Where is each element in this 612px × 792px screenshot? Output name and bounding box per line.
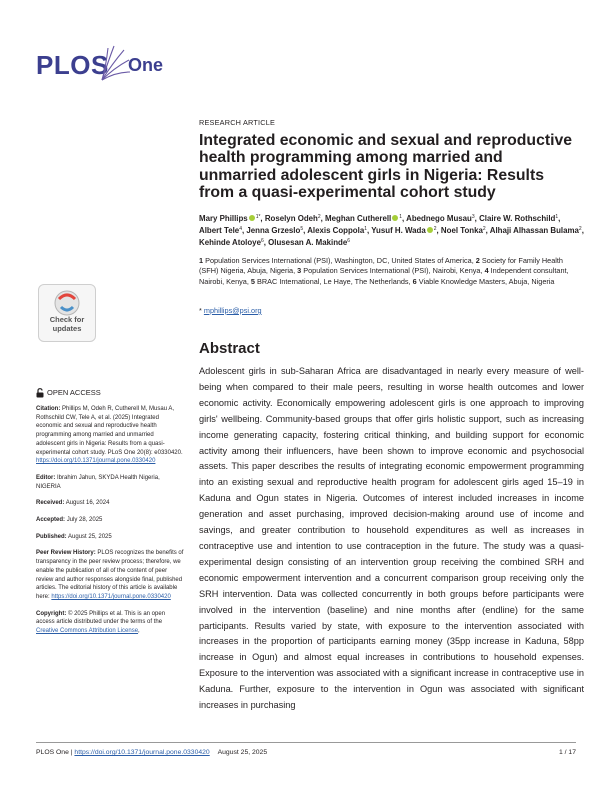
- license-link[interactable]: Creative Commons Attribution License: [36, 628, 139, 635]
- footer-separator: |: [68, 749, 75, 756]
- author-separator: ,: [485, 226, 490, 236]
- editor-block: [36, 474, 184, 491]
- author-name[interactable]: Claire W. Rothschild: [479, 214, 556, 223]
- affiliation-text: Population Services International (PSI), Washington, DC, United States of America,: [205, 256, 474, 265]
- plos-one-logo[interactable]: [36, 46, 166, 82]
- editor-label: Editor:: [36, 474, 56, 481]
- author-separator: ,: [366, 226, 372, 236]
- orcid-icon[interactable]: [249, 215, 255, 221]
- author-name[interactable]: Mary Phillips: [199, 214, 248, 223]
- abstract-heading: Abstract: [199, 340, 260, 357]
- orcid-icon[interactable]: [392, 215, 398, 221]
- author-name[interactable]: Olusesan A. Makinde: [268, 238, 348, 248]
- author-name[interactable]: Alexis Coppola: [307, 226, 365, 236]
- citation-label: Citation:: [36, 406, 61, 412]
- corresponding-email-link[interactable]: mphillips@psi.org: [203, 306, 262, 315]
- copyright-end: ,: [138, 628, 140, 635]
- author-affiliation-marker: 2: [578, 226, 582, 233]
- author-separator: ,: [436, 226, 441, 236]
- copyright-label: Copyright:: [36, 610, 67, 617]
- open-lock-icon: [36, 388, 44, 398]
- affiliation-number: 5: [250, 276, 255, 286]
- published-block: [36, 533, 184, 542]
- accepted-label: Accepted:: [36, 517, 66, 524]
- author-affiliation-marker: 2: [482, 226, 486, 233]
- author-separator: ,: [260, 214, 265, 223]
- author-separator: ,: [241, 226, 247, 236]
- author-affiliation-marker: 6: [260, 238, 264, 245]
- affiliation-number: 4: [484, 266, 489, 276]
- author-separator: ,: [263, 238, 269, 248]
- footer-date: August 25, 2025: [217, 749, 268, 756]
- author-name[interactable]: Alhaji Alhassan Bulama: [489, 226, 579, 236]
- affiliation-number: 3: [297, 266, 302, 276]
- author-name[interactable]: Jenna Grzeslo: [246, 226, 301, 236]
- corresponding-mark: *: [199, 306, 202, 315]
- peer-review-block: [36, 549, 184, 601]
- logo-wordmark: PLOS: [36, 50, 109, 80]
- author-affiliation-marker: 5: [300, 226, 304, 233]
- logo-suffix: One: [128, 55, 164, 75]
- citation-block: [36, 405, 184, 466]
- author-separator: ,: [474, 214, 480, 223]
- citation-text: Phillips M, Odeh R, Cutherell M, Musau A, Rothschild CW, Tele A, et al. (2025) Integrated economic and sexual and reproductive health programming among married and unmarried adolescent girls in Nigeria: Results from a quasi-experimental cohort study. PLoS One 20(8): e0330420.: [36, 406, 183, 456]
- affiliation-text: Society for Family Health (SFH) Nigeria, Abuja, Nigeria,: [199, 256, 563, 276]
- orcid-icon[interactable]: [427, 227, 433, 233]
- author-affiliation-marker: 2: [317, 214, 321, 220]
- article-sidebar: [36, 388, 184, 644]
- open-access-label: OPEN ACCESS: [47, 387, 101, 397]
- affiliation-number: 2: [475, 256, 480, 265]
- author-name[interactable]: Albert Tele: [199, 226, 240, 236]
- author-affiliation-marker: 4: [239, 226, 242, 233]
- footer-divider: [36, 742, 576, 743]
- affiliation-text: Viable Knowledge Masters, Abuja, Nigeria: [418, 276, 555, 286]
- author-separator: ,: [581, 226, 584, 236]
- affiliation-text: Population Services International (PSI), Nairobi, Kenya,: [303, 266, 483, 276]
- peer-review-label: Peer Review History:: [36, 550, 96, 557]
- citation-doi-link[interactable]: https://doi.org/10.1371/journal.pone.0330420: [36, 458, 156, 465]
- abstract-body: Adolescent girls in sub-Saharan Africa are disadvantaged in nearly every measure of well-being when compared to their male peers, resulting in worse health outcomes and lower economic activity. Economically empowering adolescent girls is one approach to improving girls' wellbeing. Community-based groups that offer girls holistic support, such as increasing income generating capacity, fostering critical thinking, and building support for economic activity among their influencers, have been shown to improve economic and psychosocial assets. This paper describes the results of integrating economic empowerment programming into an existing sexual and reproductive health program for adolescent girls aged 15–19 in Kaduna and Ogun states in Nigeria. Outcomes of interest included increases in income generation and asset purchasing, improved decision-making around use of income and savings, and greater contribution to household expenditures as well as increases in contraceptive use and intention to use contraception in the future. The study was a quasi-experimental design consisting of an intervention group receiving the combined SRH and economic empowerment intervention and a concurrent comparison group receiving only the SRH intervention. Data was collected concurrently in both groups before participants were involved in the intervention (baseline) and nine months after (endline) for the same participants. Results varied by state, with exposure to the intervention associated with increases in the proportion of participants earning money (35pp increase in Kaduna, 58pp increase in Ogun) and almost equal increases in contributions to household expenses. Exposure to the intervention was associated with a significant increase in contraceptive use in Kaduna. Further, exposure to the intervention in Ogun was associated with significant increases in purchasing: [199, 366, 584, 711]
- affiliation-text: BRAC International, Le Haye, The Netherlands,: [257, 276, 411, 286]
- author-separator: ,: [303, 226, 308, 236]
- check-for-updates-badge[interactable]: [38, 284, 96, 342]
- accepted-block: [36, 516, 184, 525]
- article-title: Integrated economic and sexual and reproductive health programming among married and unmarried adolescent girls in Nigeria: Results from a quasi-experimental cohort study: [199, 132, 573, 201]
- accepted-date: July 28, 2025: [66, 517, 103, 524]
- author-affiliation-marker: 1: [555, 214, 559, 220]
- published-date: August 25, 2025: [68, 533, 112, 540]
- open-access-row: [36, 388, 184, 398]
- author-affiliation-marker: 1: [399, 214, 403, 220]
- editor-text: Ibrahim Jahun, SKYDA Health Nigeria, NIGERIA: [36, 474, 160, 490]
- plos-sunburst-icon: [96, 42, 132, 82]
- author-affiliation-marker: 6: [347, 238, 350, 245]
- received-label: Received:: [36, 500, 65, 507]
- page-number: 1 / 17: [558, 749, 576, 756]
- author-separator: ,: [558, 214, 561, 223]
- footer-journal: PLOS One: [36, 749, 69, 756]
- corresponding-author: [199, 306, 262, 315]
- author-affiliation-marker: 2: [433, 226, 437, 233]
- peer-review-link[interactable]: https://doi.org/10.1371/journal.pone.0330420: [51, 593, 171, 600]
- badge-line2: updates: [52, 323, 82, 333]
- author-affiliation-marker: 1*: [255, 214, 261, 220]
- author-affiliation-marker: 1: [364, 226, 367, 233]
- article-type: RESEARCH ARTICLE: [199, 118, 276, 127]
- badge-line1: Check for: [49, 315, 85, 324]
- affiliation-number: 1: [199, 256, 204, 265]
- peer-review-text: PLOS recognizes the benefits of transparency in the peer review process; therefore, we enable the publication of all of the content of peer review and author responses alongside final, published articles. The editorial history of this article is available here:: [36, 550, 184, 600]
- copyright-text: © 2025 Phillips et al. This is an open access article distributed under the terms of the: [36, 610, 166, 626]
- author-name[interactable]: Meghan Cutherell: [325, 214, 392, 223]
- affiliations: [199, 256, 584, 287]
- author-name[interactable]: Roselyn Odeh: [264, 214, 318, 223]
- author-affiliation-marker: 3: [471, 214, 475, 220]
- affiliation-text: Independent consultant, Nairobi, Kenya,: [199, 266, 569, 286]
- author-name[interactable]: Kehinde Atoloye: [199, 238, 261, 248]
- affiliation-number: 6: [412, 276, 417, 286]
- author-name[interactable]: Noel Tonka: [440, 226, 483, 236]
- copyright-block: [36, 610, 184, 636]
- received-block: [36, 499, 184, 508]
- author-name[interactable]: Abednego Musau: [406, 214, 472, 223]
- received-date: August 16, 2024: [65, 500, 110, 507]
- author-separator: ,: [402, 214, 407, 223]
- author-name[interactable]: Yusuf H. Wada: [371, 226, 426, 236]
- author-list: [199, 213, 584, 250]
- published-label: Published:: [36, 533, 67, 540]
- author-separator: ,: [320, 214, 326, 223]
- footer-doi-link[interactable]: https://doi.org/10.1371/journal.pone.0330420: [74, 749, 210, 756]
